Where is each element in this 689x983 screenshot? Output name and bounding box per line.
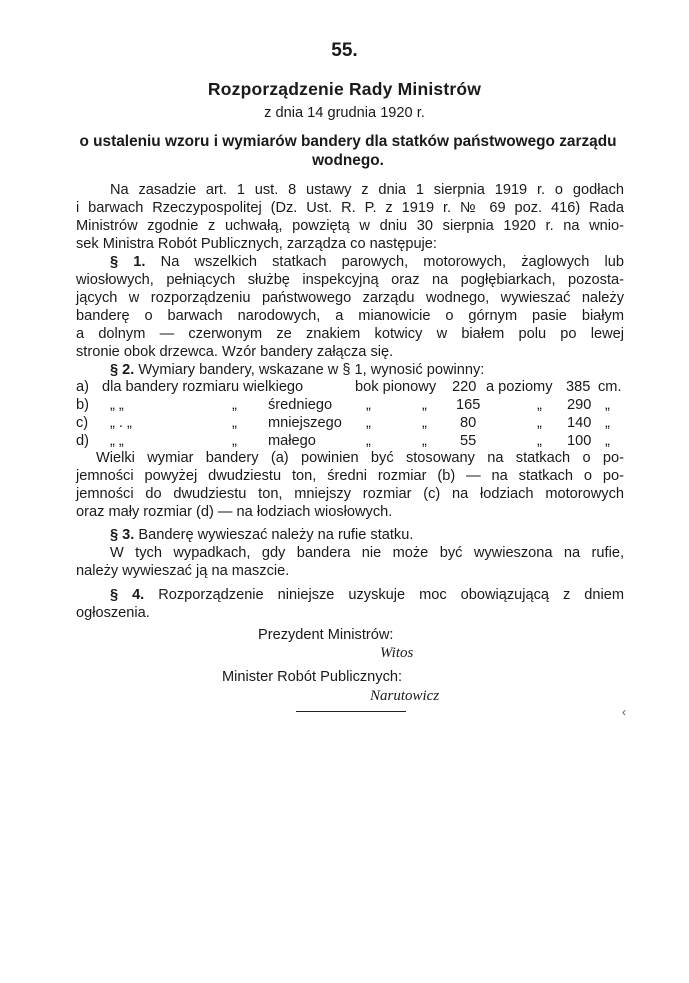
preamble-line: Ministrów zgodnie z uchwałą, powziętą w dniu 30 sierpnia 1920 r. na wnio-: [76, 218, 624, 234]
row-ditto: „: [422, 433, 427, 449]
section-line: W tych wypadkach, gdy bandera nie może być wywieszona na rufie,: [110, 545, 624, 561]
section-line: banderę o barwach narodowych, a mianowicie o górnym pasie białym: [76, 308, 624, 324]
document-title: Rozporządzenie Rady Ministrów: [207, 79, 482, 99]
section-line: należy wywieszać ją na maszcie.: [76, 563, 290, 579]
closing-rule: [296, 711, 406, 712]
section-label: § 2.: [110, 362, 135, 378]
preamble-line: sek Ministra Robót Publicznych, zarządza co następuje:: [76, 236, 437, 252]
document-subject: o ustaleniu wzoru i wymiarów bandery dla statków państwowego zarządu wodnego.: [79, 133, 617, 169]
signature-role: Minister Robót Publicznych:: [222, 669, 403, 685]
row-ditto: „: [366, 433, 371, 449]
row-ditto: „: [422, 397, 427, 413]
section-1-first-line: [110, 253, 624, 271]
section-line: wiosłowych, pełniących służbę inspekcyjną oraz na pogłębiarkach, pozosta-: [76, 272, 624, 288]
section-2-first-line: [110, 361, 624, 379]
signature-role: Prezydent Ministrów:: [258, 627, 394, 643]
row-ditto: „ . „: [110, 415, 132, 431]
row-size-name: średniego: [268, 397, 333, 413]
row-ditto: „: [232, 397, 237, 413]
section-label: § 4.: [110, 587, 145, 603]
row-ditto: „: [422, 415, 427, 431]
row-unit: „: [605, 397, 610, 413]
section-line: Wielki wymiar bandery (a) powinien być stosowany na statkach o po-: [96, 450, 624, 466]
row-unit: cm.: [598, 379, 622, 395]
row-letter: c): [76, 415, 89, 431]
section-text: Wymiary bandery, wskazane w § 1, wynosić powinny:: [138, 362, 485, 378]
row-ditto: „ „: [110, 397, 124, 413]
row-vertical-value: 165: [456, 397, 481, 413]
row-description: dla bandery rozmiaru wielkiego: [102, 379, 304, 395]
section-text: Rozporządzenie niniejsze uzyskuje moc obowiązującą z dniem: [158, 587, 624, 603]
preamble-line: i barwach Rzeczypospolitej (Dz. Ust. R. P. z 1919 r. № 69 poz. 416) Rada: [76, 200, 624, 216]
section-line: jemności do dwudziestu ton, mniejszy rozmiar (c) na łodziach motorowych: [76, 486, 624, 502]
row-ditto: „: [366, 397, 371, 413]
row-unit: „: [605, 415, 610, 431]
page-number: 55.: [331, 40, 358, 61]
row-letter: b): [76, 397, 89, 413]
row-ditto: „: [537, 433, 542, 449]
row-vertical-value: 55: [460, 433, 477, 449]
section-4-first-line: [110, 586, 624, 604]
row-letter: a): [76, 379, 89, 395]
signature-name: Witos: [380, 645, 414, 661]
row-horizontal-label: a poziomy: [486, 379, 553, 395]
row-ditto: „: [232, 415, 237, 431]
section-text: Banderę wywieszać należy na rufie statku.: [138, 527, 414, 543]
section-text: Na wszelkich statkach parowych, motorowych, żaglowych lub: [160, 254, 624, 270]
section-line: a dolnym — czerwonym ze znakiem kotwicy w białem polu po lewej: [76, 326, 624, 342]
row-unit: „: [605, 433, 610, 449]
row-horizontal-value: 290: [567, 397, 592, 413]
section-label: § 1.: [110, 254, 146, 270]
row-horizontal-value: 140: [567, 415, 592, 431]
row-ditto: „: [232, 433, 237, 449]
row-horizontal-value: 385: [566, 379, 591, 395]
section-line: jących w rozporządzeniu państwowego zarządu wodnego, wywieszać należy: [76, 290, 624, 306]
section-line: ogłoszenia.: [76, 605, 150, 621]
row-vertical-value: 80: [460, 415, 477, 431]
section-label: § 3.: [110, 527, 135, 543]
row-horizontal-value: 100: [567, 433, 592, 449]
row-size-name: mniejszego: [268, 415, 342, 431]
row-letter: d): [76, 433, 89, 449]
row-ditto: „ „: [110, 433, 124, 449]
row-ditto: „: [537, 397, 542, 413]
row-vertical-value: 220: [452, 379, 477, 395]
row-side-label: bok pionowy: [355, 379, 437, 395]
section-line: stronie obok drzewca. Wzór bandery załącza się.: [76, 344, 394, 360]
section-line: oraz mały rozmiar (d) — na łodziach wiosłowych.: [76, 504, 393, 520]
margin-mark: ‹: [622, 705, 626, 719]
signature-name: Narutowicz: [370, 688, 440, 704]
section-line: jemności powyżej dwudziestu ton, średni rozmiar (b) — na statkach o po-: [76, 468, 624, 484]
row-size-name: małego: [268, 433, 316, 449]
row-ditto: „: [366, 415, 371, 431]
document-date: z dnia 14 grudnia 1920 r.: [264, 105, 425, 121]
row-ditto: „: [537, 415, 542, 431]
section-3-first-line: [110, 526, 624, 544]
preamble-line: Na zasadzie art. 1 ust. 8 ustawy z dnia 1 sierpnia 1919 r. o godłach: [110, 182, 624, 198]
